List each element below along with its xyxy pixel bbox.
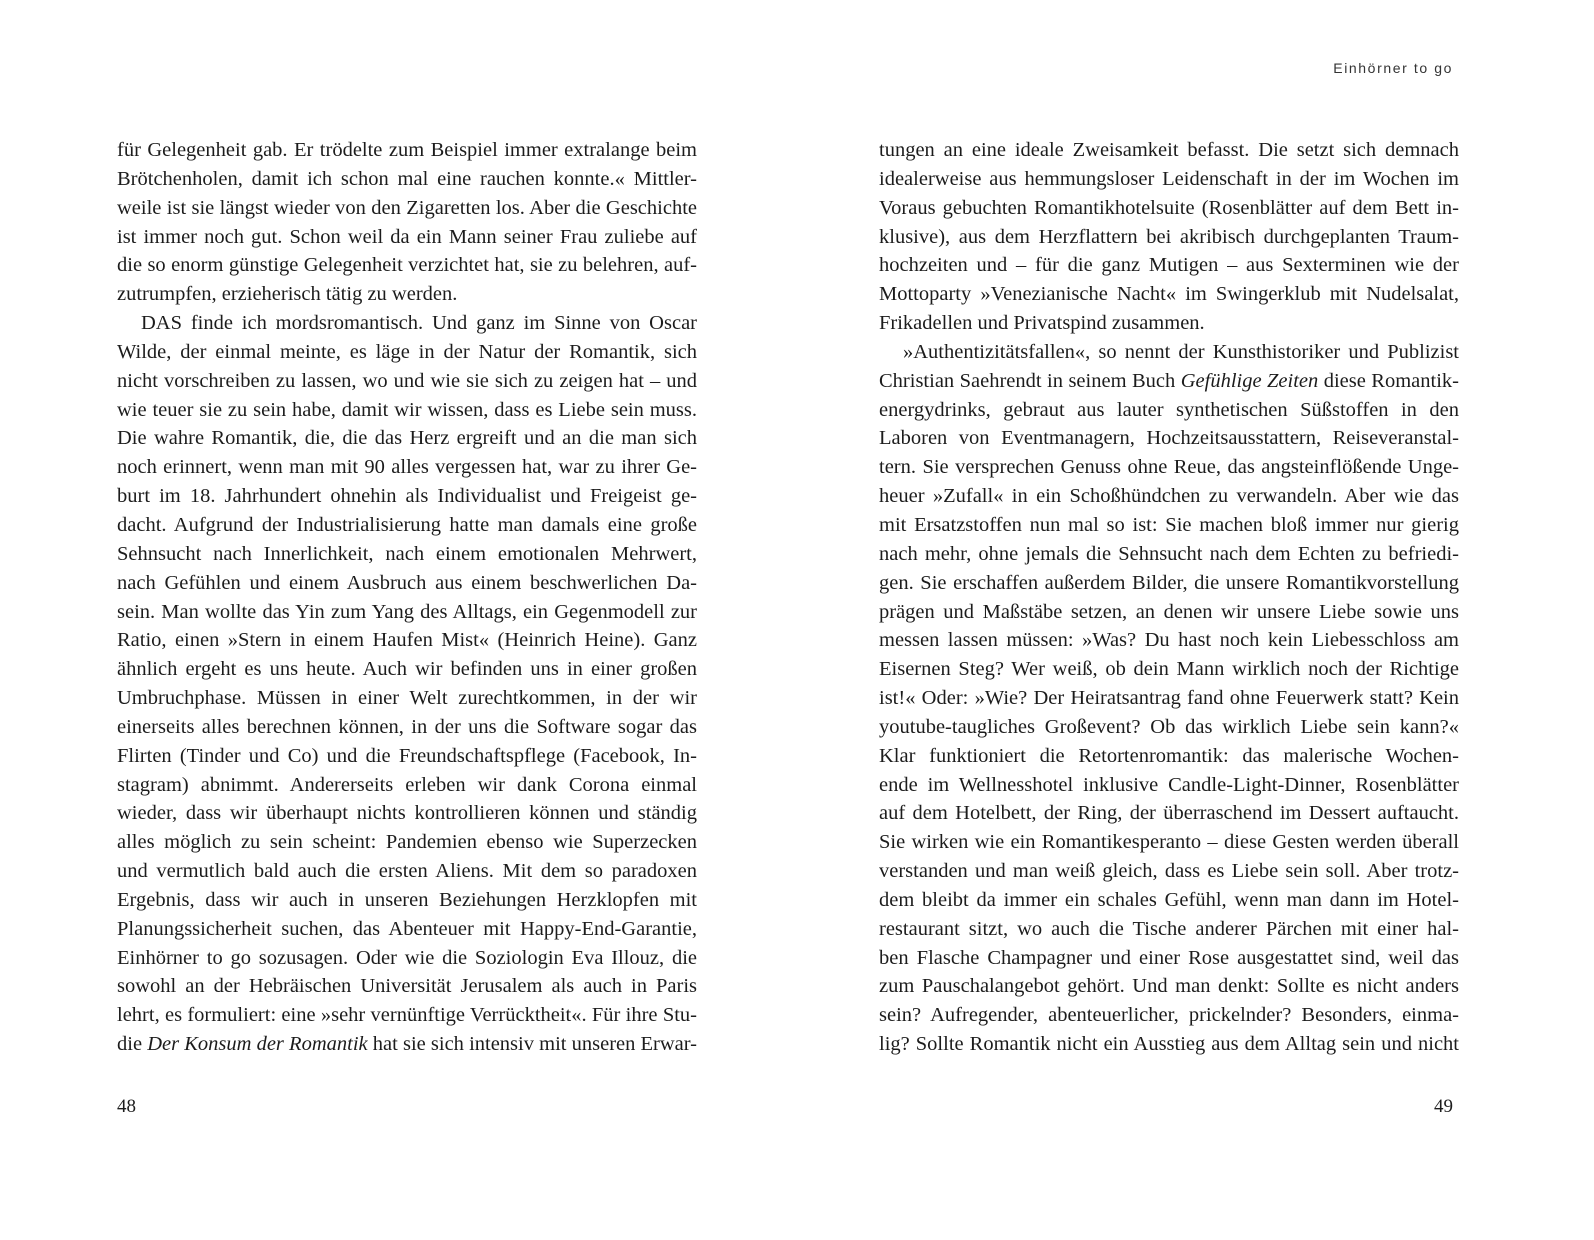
text-line: stagram) abnimmt. Andererseits erleben wir dank Corona einmal: [117, 773, 697, 796]
text-line: einerseits alles berechnen können, in der uns die Software sogar das: [117, 715, 697, 738]
text-line: lehrt, es formuliert: eine »sehr vernünftige Verrücktheit«. Für ihre Stu-: [117, 1004, 697, 1027]
text-line: Umbruchphase. Müssen in einer Welt zurechtkommen, in der wir: [117, 687, 697, 710]
text-line: wieder, dass wir überhaupt nichts kontrollieren können und ständig: [117, 802, 697, 825]
text-line: nach mehr, ohne jemals die Sehnsucht nach dem Echten zu befriedi-: [879, 542, 1459, 565]
text-line: und vermutlich bald auch die ersten Aliens. Mit dem so paradoxen: [117, 860, 697, 883]
text-line: tungen an eine ideale Zweisamkeit befasst. Die setzt sich demnach: [879, 139, 1459, 161]
left-page-body-text: [117, 136, 697, 1059]
text-line: ben Flasche Champagner und einer Rose ausgestattet sind, weil das: [879, 946, 1459, 969]
book-title-italic: Gefühlige Zeiten: [1180, 369, 1319, 392]
text-line: alles möglich zu sein scheint: Pandemien ebenso wie Superzecken: [117, 831, 697, 854]
text-line: Voraus gebuchten Romantikhotelsuite (Rosenblätter auf dem Bett in-: [879, 196, 1459, 219]
text-line: Laboren von Eventmanagern, Hochzeitsausstattern, Reiseveranstal-: [879, 427, 1459, 450]
text-line: sein? Aufregender, abenteuerlicher, prickelnder? Besonders, einma-: [879, 1004, 1459, 1027]
text-line: dem bleibt da immer ein schales Gefühl, wenn man dann im Hotel-: [879, 888, 1459, 911]
text-line: zutrumpfen, erzieherisch tätig zu werden.: [117, 283, 458, 306]
text-line: ist!« Oder: »Wie? Der Heiratsantrag fand ohne Feuerwerk statt? Kein: [879, 687, 1459, 710]
text-segment: hat sie sich intensiv mit unseren Erwar-: [367, 1033, 698, 1056]
text-line: Mottoparty »Venezianische Nacht« im Swingerklub mit Nudelsalat,: [879, 283, 1459, 306]
text-line: burt im 18. Jahrhundert ohnehin als Individualist und Freigeist ge-: [117, 485, 697, 508]
text-line: [117, 1030, 697, 1059]
text-line: weile ist sie längst wieder von den Zigaretten los. Aber die Geschichte: [117, 196, 697, 219]
right-page-body-text: [879, 136, 1459, 1059]
text-line: Wilde, der einmal meinte, es läge in der Natur der Romantik, sich: [117, 340, 697, 363]
text-line: gen. Sie erschaffen außerdem Bilder, die unsere Romantikvorstellung: [879, 571, 1459, 594]
text-line: Frikadellen und Privatspind zusammen.: [879, 312, 1205, 335]
right-page-number: 49: [1434, 1096, 1453, 1117]
text-line: sowohl an der Hebräischen Universität Jerusalem als auch in Paris: [117, 975, 697, 998]
text-line: Einhörner to go sozusagen. Oder wie die Soziologin Eva Illouz, die: [117, 946, 697, 969]
text-line: sein. Man wollte das Yin zum Yang des Alltags, ein Gegenmodell zur: [117, 600, 697, 623]
text-line: lig? Sollte Romantik nicht ein Ausstieg aus dem Alltag sein und nicht: [879, 1033, 1459, 1056]
text-line: Klar funktioniert die Retortenromantik: das malerische Wochen-: [879, 744, 1459, 767]
text-line: Brötchenholen, damit ich schon mal eine rauchen konnte.« Mittler-: [117, 167, 697, 190]
text-line: idealerweise aus hemmungsloser Leidenschaft in der im Wochen im: [879, 167, 1459, 190]
text-line: youtube-taugliches Großevent? Ob das wirklich Liebe sein kann?«: [879, 715, 1459, 738]
text-segment: Christian Saehrendt in seinem Buch: [879, 369, 1181, 392]
text-line: Ergebnis, dass wir auch in unseren Beziehungen Herzklopfen mit: [117, 888, 697, 911]
book-title-italic: Der Konsum der Romantik: [147, 1033, 368, 1056]
text-line: heuer »Zufall« in ein Schoßhündchen zu verwandeln. Aber wie das: [879, 485, 1459, 508]
text-line: nach Gefühlen und einem Ausbruch aus einem beschwerlichen Da-: [117, 571, 697, 594]
text-segment: die: [117, 1033, 148, 1056]
text-line: verstanden und man weiß gleich, dass es Liebe sein soll. Aber trotz-: [879, 860, 1459, 883]
text-line: [879, 367, 1459, 396]
text-line: für Gelegenheit gab. Er trödelte zum Beispiel immer extralange beim: [117, 139, 697, 161]
text-line: restaurant sitzt, wo auch die Tische anderer Pärchen mit einer hal-: [879, 917, 1459, 940]
text-line: die so enorm günstige Gelegenheit verzichtet hat, sie zu belehren, auf-: [117, 254, 697, 277]
text-line: auf dem Hotelbett, der Ring, der überraschend im Dessert auftaucht.: [879, 802, 1459, 825]
text-segment: diese Romantik-: [1318, 369, 1459, 392]
running-head: Einhörner to go: [1333, 60, 1453, 76]
text-line: »Authentizitätsfallen«, so nennt der Kunsthistoriker und Publizist: [903, 340, 1459, 363]
right-page: [797, 0, 1594, 1240]
text-line: klusive), aus dem Herzflattern bei akribisch durchgeplanten Traum-: [879, 225, 1459, 248]
left-page-number: 48: [117, 1096, 136, 1117]
text-line: Eisernen Steg? Wer weiß, ob dein Mann wirklich noch der Richtige: [879, 658, 1459, 681]
text-line: DAS finde ich mordsromantisch. Und ganz im Sinne von Oscar: [141, 312, 697, 335]
text-line: Sehnsucht nach Innerlichkeit, nach einem emotionalen Mehrwert,: [117, 542, 697, 565]
text-line: hochzeiten und – für die ganz Mutigen – aus Sexterminen wie der: [879, 254, 1459, 277]
text-line: mit Ersatzstoffen nun mal so ist: Sie machen bloß immer nur gierig: [879, 513, 1459, 536]
text-line: energydrinks, gebraut aus lauter synthetischen Süßstoffen in den: [879, 398, 1459, 421]
text-line: Sie wirken wie ein Romantikesperanto – diese Gesten werden überall: [879, 831, 1459, 854]
text-line: ähnlich ergeht es uns heute. Auch wir befinden uns in einer großen: [117, 658, 697, 681]
text-line: tern. Sie versprechen Genuss ohne Reue, das angsteinflößende Unge-: [879, 456, 1459, 479]
text-line: Flirten (Tinder und Co) und die Freundschaftspflege (Facebook, In-: [117, 744, 697, 767]
text-line: messen lassen müssen: »Was? Du hast noch kein Liebesschloss am: [879, 629, 1459, 652]
text-line: Die wahre Romantik, die, die das Herz ergreift und an die man sich: [117, 427, 697, 450]
text-line: ist immer noch gut. Schon weil da ein Mann seiner Frau zuliebe auf: [117, 225, 697, 248]
text-line: ende im Wellnesshotel inklusive Candle-Light-Dinner, Rosenblätter: [879, 773, 1459, 796]
text-line: Planungssicherheit suchen, das Abenteuer mit Happy-End-Garantie,: [117, 917, 697, 940]
text-line: nicht vorschreiben zu lassen, wo und wie sie sich zu zeigen hat – und: [117, 369, 697, 392]
text-line: zum Pauschalangebot gehört. Und man denkt: Sollte es nicht anders: [879, 975, 1459, 998]
text-line: noch erinnert, wenn man mit 90 alles vergessen hat, war zu ihrer Ge-: [117, 456, 697, 479]
text-line: wie teuer sie zu sein habe, damit wir wissen, dass es Liebe sein muss.: [117, 398, 697, 421]
text-line: prägen und Maßstäbe setzen, an denen wir unsere Liebe sowie uns: [879, 600, 1459, 623]
text-line: dacht. Aufgrund der Industrialisierung hatte man damals eine große: [117, 513, 697, 536]
text-line: Ratio, einen »Stern in einem Haufen Mist« (Heinrich Heine). Ganz: [117, 629, 697, 652]
